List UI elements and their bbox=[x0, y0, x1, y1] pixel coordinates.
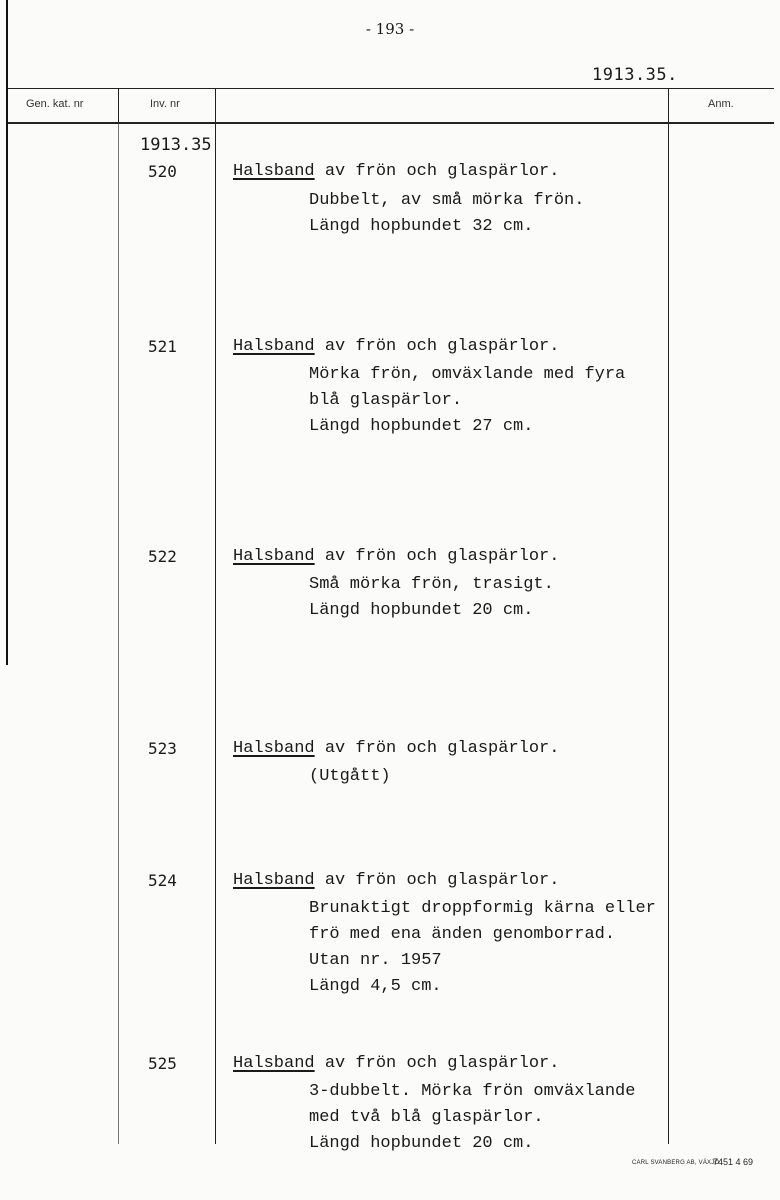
inv-number: 523 bbox=[148, 739, 177, 758]
entry-title bbox=[233, 547, 559, 566]
entry-line: Längd hopbundet 20 cm. bbox=[309, 1134, 534, 1153]
entry-line: Längd hopbundet 32 cm. bbox=[309, 217, 534, 236]
entry-line: med två blå glaspärlor. bbox=[309, 1108, 544, 1127]
entry-title-underlined: Halsband bbox=[233, 739, 315, 758]
inv-number: 521 bbox=[148, 337, 177, 356]
entry-line: Mörka frön, omväxlande med fyra bbox=[309, 365, 626, 384]
column-divider-gen bbox=[118, 89, 119, 122]
entry-title-rest: av frön och glaspärlor. bbox=[314, 871, 560, 890]
inv-number: 520 bbox=[148, 162, 177, 181]
entry-line: Brunaktigt droppformig kärna eller bbox=[309, 899, 656, 918]
entry-title-underlined: Halsband bbox=[233, 547, 315, 566]
entry-line: blå glaspärlor. bbox=[309, 391, 463, 410]
entry-title-rest: av frön och glaspärlor. bbox=[314, 547, 560, 566]
entry-title-underlined: Halsband bbox=[233, 871, 315, 890]
ledger-id: 1913.35. bbox=[592, 65, 678, 85]
entry-title-rest: av frön och glaspärlor. bbox=[314, 337, 560, 356]
printer-mark: CARL SVANBERG AB, VÄXJÖ bbox=[632, 1160, 720, 1166]
entry-line: Små mörka frön, trasigt. bbox=[309, 575, 554, 594]
page-number: - 193 - bbox=[365, 20, 415, 38]
entry-title bbox=[233, 1054, 559, 1073]
entry-line: Dubbelt, av små mörka frön. bbox=[309, 191, 585, 210]
inv-number: 525 bbox=[148, 1054, 177, 1073]
column-divider-inv bbox=[215, 89, 216, 1144]
entry-line: Utan nr. 1957 bbox=[309, 951, 442, 970]
entry-line: 3-dubbelt. Mörka frön omväxlande bbox=[309, 1082, 636, 1101]
entry-line: (Utgått) bbox=[309, 767, 391, 786]
entry-line: Längd 4,5 cm. bbox=[309, 977, 442, 996]
header-inv-nr: Inv. nr bbox=[150, 98, 180, 110]
entry-title-rest: av frön och glaspärlor. bbox=[314, 162, 560, 181]
entry-title bbox=[233, 739, 559, 758]
inv-number: 524 bbox=[148, 871, 177, 890]
entry-title-rest: av frön och glaspärlor. bbox=[314, 1054, 560, 1073]
entry-line: Längd hopbundet 27 cm. bbox=[309, 417, 534, 436]
entry-title-underlined: Halsband bbox=[233, 337, 315, 356]
entry-line: Längd hopbundet 20 cm. bbox=[309, 601, 534, 620]
header-bottom-rule bbox=[8, 122, 774, 124]
entry-title bbox=[233, 337, 559, 356]
entry-title-rest: av frön och glaspärlor. bbox=[314, 739, 560, 758]
entry-line: frö med ena änden genomborrad. bbox=[309, 925, 616, 944]
column-divider-inv-left bbox=[118, 124, 119, 1144]
form-code: 7451 4 69 bbox=[713, 1157, 754, 1167]
series-label: 1913.35 bbox=[140, 135, 212, 155]
column-divider-anm bbox=[668, 89, 669, 1144]
inv-number: 522 bbox=[148, 547, 177, 566]
header-anm: Anm. bbox=[708, 98, 734, 110]
entry-title bbox=[233, 871, 559, 890]
entry-title bbox=[233, 162, 559, 181]
header-gen-kat-nr: Gen. kat. nr bbox=[26, 98, 84, 110]
entry-title-underlined: Halsband bbox=[233, 1054, 315, 1073]
binding-edge bbox=[6, 0, 8, 665]
header-top-rule bbox=[8, 88, 774, 89]
entry-title-underlined: Halsband bbox=[233, 162, 315, 181]
